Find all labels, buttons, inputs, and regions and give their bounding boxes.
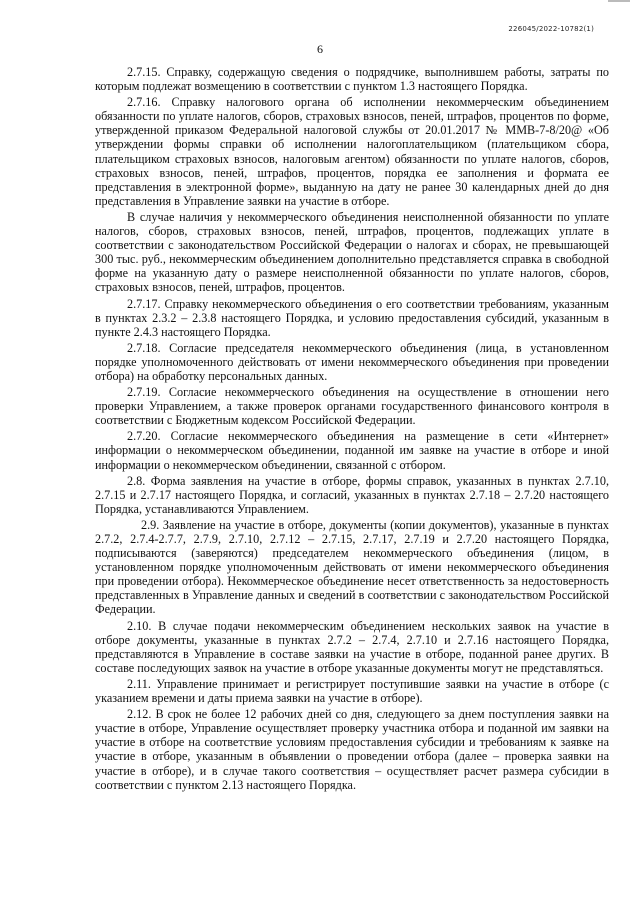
document-body [95,65,609,794]
paragraph-2-7-20: 2.7.20. Согласие некоммерческого объединения на размещение в сети «Интернет» информации о некоммерческом объединении, поданной им заявке на участие в отборе и иной информации о некоммерческом объединении, связанной с отбором. [95,429,609,472]
paragraph-2-10: 2.10. В случае подачи некоммерческим объединением нескольких заявок на участие в отборе документы, указанные в пунктах 2.7.2 – 2.7.4, 2.7.10 и 2.7.16 настоящего Порядка, представляются в Управление в составе заявки на участие в отборе, поданной ранее других. В составе последующих заявок на участие в отборе указанные документы могут не представляться. [95,618,609,675]
paragraph-2-7-19: 2.7.19. Согласие некоммерческого объединения на осуществление в отношении него проверки Управлением, а также проверок органами государственного финансового контроля в соответствии с Бюджетным кодексом Российской Федерации. [95,385,609,428]
paragraph-2-7-16: 2.7.16. Справку налогового органа об исполнении некоммерческим объединением обязанности по уплате налогов, сборов, страховых взносов, пеней, штрафов, процентов по форме, утвержденной приказом Федеральной налоговой службы от 20.01.2017 № ММВ-7-8/20@ «Об утверждении формы справки об исполнении налогоплательщиком (плательщиком сбора, плательщиком страховых взносов, налоговым агентом) обязанности по уплате налогов, сборов, страховых взносов, пеней, штрафов, процентов, порядка ее заполнения и формата ее представления в электронной форме», выданную на дату не ранее 30 календарных дней до дня представления в Управление заявки на участие в отборе. [95,95,609,208]
document-id: 226045/2022-10782(1) [508,25,594,33]
corner-mark [608,0,630,2]
paragraph-2-7-15: 2.7.15. Справку, содержащую сведения о подрядчике, выполнившем работы, затраты по которым подлежат возмещению в соответствии с пунктом 1.3 настоящего Порядка. [95,65,609,94]
paragraph-tax-debt: В случае наличия у некоммерческого объединения неисполненной обязанности по уплате налогов, сборов, страховых взносов, пеней, штрафов, процентов, подлежащих уплате в соответствии с законодательством Российской Федерации о налогах и сборах, не превышающей 300 тыс. руб., некоммерческим объединением дополнительно представляется справка в свободной форме на указанную дату о размере неисполненной обязанности по уплате налогов, сборов, страховых взносов, пеней, штрафов, процентов. [95,209,609,295]
paragraph-2-12: 2.12. В срок не более 12 рабочих дней со дня, следующего за днем поступления заявки на участие в отборе, Управление осуществляет проверку участника отбора и поданной им заявки на участие в отборе на соответствие условиям предоставления субсидии и требованиям к заявке на участие в отборе, указанным в объявлении о проведении отбора (далее – проверка заявки на участие в отборе), и в случае такого соответствия – осуществляет расчет размера субсидии в соответствии с пунктом 2.13 настоящего Порядка. [95,707,609,792]
paragraph-2-7-18: 2.7.18. Согласие председателя некоммерческого объединения (лица, в установленном порядке уполномоченного действовать от имени некоммерческого объединения при проведении отбора) на обработку персональных данных. [95,340,609,383]
page-number: 6 [317,42,323,56]
paragraph-2-7-17: 2.7.17. Справку некоммерческого объединения о его соответствии требованиям, указанным в пунктах 2.3.2 – 2.3.8 настоящего Порядка, и условию предоставления субсидий, указанным в пункте 2.4.3 настоящего Порядка. [95,296,609,339]
paragraph-2-8: 2.8. Форма заявления на участие в отборе, формы справок, указанных в пунктах 2.7.10, 2.7.15 и 2.7.17 настоящего Порядка, и согласий, указанных в пунктах 2.7.18 – 2.7.20 настоящего Порядка, устанавливаются Управлением. [95,473,609,516]
paragraph-2-11: 2.11. Управление принимает и регистрирует поступившие заявки на участие в отборе (с указанием времени и даты приема заявки на участие в отборе). [95,676,609,706]
paragraph-2-9: 2.9. Заявление на участие в отборе, документы (копии документов), указанные в пунктах 2.7.2, 2.7.4-2.7.7, 2.7.9, 2.7.10, 2.7.12 – 2.7.15, 2.7.17, 2.7.19 и 2.7.20 настоящего Порядка, подписываются (заверяются) председателем некоммерческого объединения (лицом, в установленном порядке уполномоченным действовать от имени некоммерческого объединения при проведении отбора). Некоммерческое объединение несет ответственность за недостоверность представленных в Управление данных и сведений в соответствии с законодательством Российской Федерации. [95,517,609,617]
